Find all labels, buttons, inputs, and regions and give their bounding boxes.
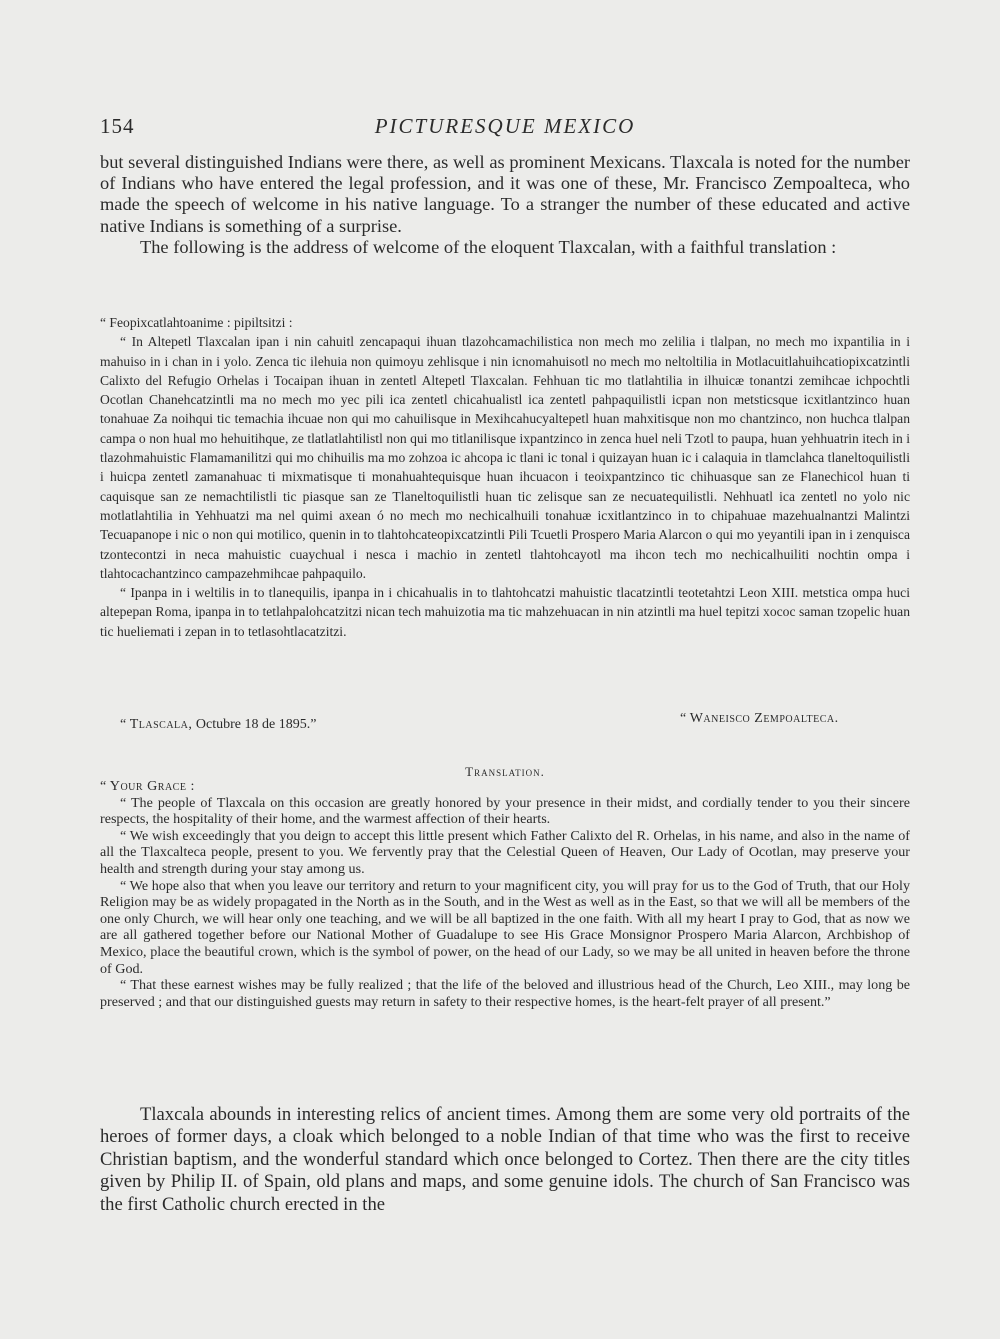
dateline-quote: “ — [120, 717, 130, 732]
salutation-quote: “ — [100, 778, 110, 794]
dateline-place: Tlascala, — [129, 717, 193, 732]
translation-salutation — [100, 778, 910, 795]
nahuatl-dateline — [120, 717, 316, 733]
signature-name: Waneisco Zempoalteca. — [689, 711, 839, 726]
nahuatl-paragraph: “ In Altepetl Tlaxcalan ipan i nin cahuitl zencapaqui ihuan tlazohcamachilistica non mech mo zelilia i tlalpan, no mech mo ixpantilia in i mahuiso in i chan in i yolo. Zenca tic ilehuia non quimoyu zehlisque i nin icnomahuisotl no mech mo neltoltilia in Motlacuitlahuihcatiopixcatzintli Calixto del Refugio Orhelas i Tocaipan ihuan in zentetl Altepetl Tlaxcalan. Fehhuan tic mo tlatlahtilia in ilhuicæ tonantzi zemihcae ichpochtli Ocotlan Chanehcatzintli ma no mech mo yec pili ica zentetl chicahualistl ica zentetl pahpaquilistli icpan non metsticsque icxitlantzinco huan tonahuae Za noihqui tic temachia ihcuae non qui mo cahuilisque in Mexihcahucyaltepetl huan mahxitisque non mo chantzinco, non huchca tlalpan campa o non hual mo hehuitihque, ze tlatlatlahtilistl non qui mo titlanilisque ixpantzinco in zenca huel neli Tzotl to paupa, huan yehhuatrin itech in i tlazohmahuistic Flamamanilitzi qui mo chihuilis ma mo zohzoa ic ahcopa ic tlani ic tonal i quizayan huan ic i calaquia in tlamclahca tlaneltoquilistli i huicpa zentetl zamanahuac ti mixmatisque ti monahuahtequisque huan ihcuacon i teoixpantzinco tic chihuasque san ze Flanechicol huan ti caquisque san ze nemachtilistli tic piasque san ze Tlaneltoquilistli huan tic zelisque san ze necuatequilistli. Nehhuatl ica zentetl no yolo nic motlatlahtilia in Yehhuatzi ma nel quimi axean ó no mech mo nechicalhuili tonahuæ icxitlantzinco in to chipahuae mazehualnantzi Malintzi Tecuapanope i nic o non qui motilico, quenin in to tlahtohcateopixcatzintli Pili Tcuetli Prospero Maria Alarcon o qui mo yeyantili ipan in i zenquisca tzontecontzi in neca mahuistic cuaychual i nesca i machio in zentetl tlahtohcayotl ma ihcon tech mo nechicalhuiliti nochtin ompa i tlahtocachantzinco campazehmihcae pahpaquilo. — [100, 334, 910, 581]
signature-quote: “ — [680, 711, 690, 726]
translation-paragraph: “ We hope also that when you leave our territory and return to your magnificent city, you will pray for us to the God of Truth, that our Holy Religion may be as widely propagated in the North as in the South, and in the West as well as in the East, so that we will all be members of the one only Church, we will hear only one teaching, and we will be all baptized in the one faith. With all my heart I pray to God, that as now we are all gathered together before our National Mother of Guadalupe to see His Grace Monsignor Prospero Maria Alarcon, Archbishop of Mexico, place the beautiful crown, which is the symbol of power, on the head of our Lady, so we may be all united in heaven before the throne of God. — [100, 877, 910, 977]
nahuatl-signature — [680, 711, 839, 727]
dateline-date: Octubre 18 de 1895.” — [192, 717, 317, 732]
translation-text — [100, 778, 910, 1010]
nahuatl-address — [100, 313, 910, 641]
translation-heading: Translation. — [465, 764, 545, 779]
translation-paragraph: “ The people of Tlaxcala on this occasion are greatly honored by your presence in their midst, and cordially tender to you their sincere respects, the hospitality of their home, and the warmest affection of their hearts. — [100, 794, 910, 828]
running-title: PICTURESQUE MEXICO — [374, 114, 636, 138]
page-number: 154 — [100, 114, 135, 138]
salutation-text: Your Grace : — [109, 778, 195, 794]
translation-paragraph: “ We wish exceedingly that you deign to accept this little present which Father Calixto del R. Orhelas, in his name, and also in the name of all the Tlaxcalteca people, present to you. We fervently pray that the Celestial Queen of Heaven, Our Lady of Ocotlan, may preserve your health and strength during your stay among us. — [100, 827, 910, 877]
intro-paragraph: The following is the address of welcome of the eloquent Tlaxcalan, with a faithful translation : — [140, 236, 837, 257]
closing-paragraph: Tlaxcala abounds in interesting relics of ancient times. Among them are some very old portraits of the heroes of former days, a cloak which belonged to a noble Indian of that time who was the first to receive Christian baptism, and the wonderful standard which once belonged to Cortez. Then there are the city titles given by Philip II. of Spain, old plans and maps, and some genuine idols. The church of San Francisco was the first Catholic church erected in the — [100, 1104, 910, 1215]
intro-paragraph: but several distinguished Indians were there, as well as prominent Mexicans. Tlaxcala is noted for the number of Indians who have entered the legal profession, and it was one of these, Mr. Francisco Zempoalteca, who made the speech of welcome in his native language. To a stranger the number of these educated and active native Indians is something of a surprise. — [100, 152, 910, 236]
nahuatl-paragraph: “ Ipanpa in i weltilis in to tlanequilis, ipanpa in i chicahualis in to tlahtohcatzi mahuistic tlacatzintli teotetahtzi Leon XIII. metstica ompa huci altepepan Roma, ipanpa in to tetlahpalohcatzitzi nican tech mahuizotia ma tic mahzehuacan in nin atzintli ma huel tepitzi xococ saman tzopelic huan tic hueliemati i zepan in to tetlasohtlacatzitzi. — [100, 585, 910, 639]
nahuatl-salutation: “ Feopixcatlahtoanime : pipiltsitzi : — [100, 315, 293, 330]
page-header — [100, 114, 910, 144]
translation-paragraph: “ That these earnest wishes may be fully realized ; that the life of the beloved and illustrious head of the Church, Leo XIII., may long be preserved ; and that our distinguished guests may return in safety to their respective homes, is the heart-felt prayer of all present.” — [100, 977, 910, 1010]
intro-text — [100, 152, 910, 258]
closing-text — [100, 1104, 910, 1216]
